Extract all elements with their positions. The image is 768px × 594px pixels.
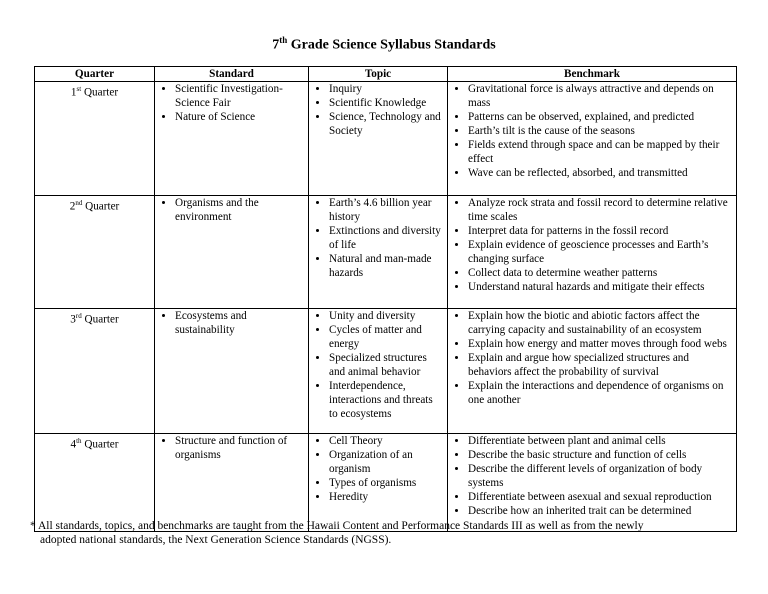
standard-cell: [155, 82, 309, 196]
list-item: • Differentiate between plant and animal cells: [468, 434, 733, 448]
page-title: 7th Grade Science Syllabus Standards: [272, 35, 496, 53]
list-item: • Fields extend through space and can be mapped by their effect: [468, 138, 733, 166]
header-standard: Standard: [155, 67, 309, 82]
benchmark-cell: [448, 434, 737, 532]
list-item: • Organisms and the environment: [175, 196, 305, 224]
list-item: • Gravitational force is always attractive and depends on mass: [468, 82, 733, 110]
list-item: • Natural and man-made hazards: [329, 252, 444, 280]
table-header-row: [35, 67, 737, 82]
list-item: • Explain the interactions and dependence of organisms on one another: [468, 379, 733, 407]
standard-cell: [155, 196, 309, 309]
list-item: • Interpret data for patterns in the fossil record: [468, 224, 733, 238]
list-item: • Structure and function of organisms: [175, 434, 305, 462]
header-topic: Topic: [309, 67, 448, 82]
list-item: • Extinctions and diversity of life: [329, 224, 444, 252]
list-item: • Differentiate between asexual and sexual reproduction: [468, 490, 733, 504]
topic-cell: [309, 309, 448, 434]
quarter-cell: 2nd Quarter: [35, 196, 155, 309]
list-item: • Scientific Investigation-Science Fair: [175, 82, 305, 110]
list-item: • Unity and diversity: [329, 309, 444, 323]
header-quarter: Quarter: [35, 67, 155, 82]
quarter-cell: 3rd Quarter: [35, 309, 155, 434]
footnote-line: * All standards, topics, and benchmarks are taught from the Hawaii Content and Performance Standards III as well as from the newly: [30, 520, 644, 532]
list-item: • Inquiry: [329, 82, 444, 96]
list-item: • Explain evidence of geoscience processes and Earth’s changing surface: [468, 238, 733, 266]
quarter-cell: 4th Quarter: [35, 434, 155, 532]
table-row: [35, 196, 737, 309]
syllabus-table: [34, 66, 737, 532]
list-item: • Earth’s tilt is the cause of the seasons: [468, 124, 733, 138]
list-item: • Describe the different levels of organization of body systems: [468, 462, 733, 490]
benchmark-cell: [448, 82, 737, 196]
list-item: • Nature of Science: [175, 110, 305, 124]
list-item: • Types of organisms: [329, 476, 444, 490]
list-item: • Organization of an organism: [329, 448, 444, 476]
table-row: [35, 434, 737, 532]
list-item: • Explain how the biotic and abiotic factors affect the carrying capacity and sustainability of an ecosystem: [468, 309, 733, 337]
standard-cell: [155, 434, 309, 532]
list-item: • Interdependence, interactions and threats to ecosystems: [329, 379, 444, 421]
list-item: • Specialized structures and animal behavior: [329, 351, 444, 379]
standard-cell: [155, 309, 309, 434]
list-item: • Scientific Knowledge: [329, 96, 444, 110]
list-item: • Cell Theory: [329, 434, 444, 448]
table-row: [35, 309, 737, 434]
list-item: • Explain how energy and matter moves through food webs: [468, 337, 733, 351]
list-item: • Science, Technology and Society: [329, 110, 444, 138]
benchmark-cell: [448, 196, 737, 309]
list-item: • Describe how an inherited trait can be determined: [468, 504, 733, 518]
list-item: • Patterns can be observed, explained, and predicted: [468, 110, 733, 124]
footnote-line: adopted national standards, the Next Generation Science Standards (NGSS).: [40, 534, 392, 546]
list-item: • Heredity: [329, 490, 444, 504]
topic-cell: [309, 434, 448, 532]
list-item: • Understand natural hazards and mitigate their effects: [468, 280, 733, 294]
list-item: • Wave can be reflected, absorbed, and transmitted: [468, 166, 733, 180]
footnote: [30, 519, 750, 547]
list-item: • Earth’s 4.6 billion year history: [329, 196, 444, 224]
list-item: • Cycles of matter and energy: [329, 323, 444, 351]
quarter-cell: 1st Quarter: [35, 82, 155, 196]
list-item: • Ecosystems and sustainability: [175, 309, 305, 337]
list-item: • Explain and argue how specialized structures and behaviors affect the probability of survival: [468, 351, 733, 379]
topic-cell: [309, 82, 448, 196]
benchmark-cell: [448, 309, 737, 434]
list-item: • Describe the basic structure and function of cells: [468, 448, 733, 462]
table-row: [35, 82, 737, 196]
header-benchmark: Benchmark: [448, 67, 737, 82]
list-item: • Analyze rock strata and fossil record to determine relative time scales: [468, 196, 733, 224]
topic-cell: [309, 196, 448, 309]
list-item: • Collect data to determine weather patterns: [468, 266, 733, 280]
